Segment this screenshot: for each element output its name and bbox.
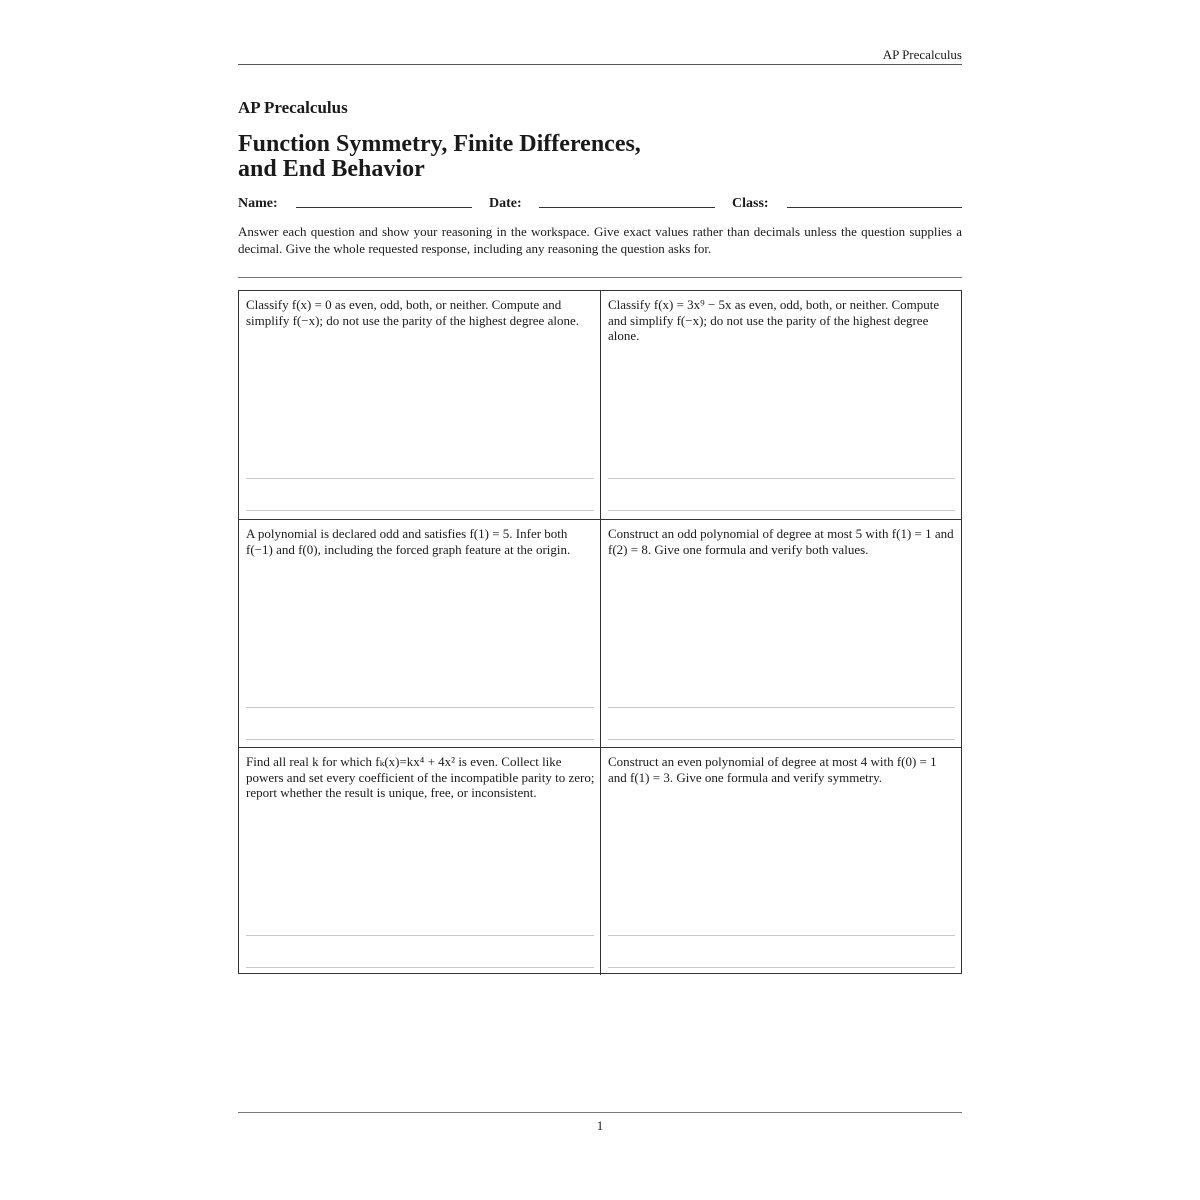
- question-text-1: Classify f(x) = 0 as even, odd, both, or neither. Compute and simplify f(−x); do not use the parity of the highest degree alone.: [246, 297, 579, 328]
- question-grid: [238, 290, 962, 974]
- answer-line[interactable]: [608, 478, 955, 479]
- running-header-course: AP Precalculus: [882, 47, 962, 62]
- date-label: Date:: [489, 196, 522, 211]
- question-text-3: A polynomial is declared odd and satisfies f(1) = 5. Infer both f(−1) and f(0), including the forced graph feature at the origin.: [246, 526, 571, 557]
- question-box-3: [239, 519, 601, 747]
- class-field[interactable]: [787, 207, 962, 208]
- answer-line[interactable]: [246, 935, 594, 936]
- question-text-4: Construct an odd polynomial of degree at most 5 with f(1) = 1 and f(2) = 8. Give one formula and verify both values.: [608, 526, 954, 557]
- answer-line[interactable]: [608, 935, 955, 936]
- answer-line[interactable]: [608, 510, 955, 511]
- question-text-6: Construct an even polynomial of degree at most 4 with f(0) = 1 and f(1) = 3. Give one formula and verify symmetry.: [608, 754, 937, 785]
- question-box-6: [600, 747, 962, 975]
- answer-line[interactable]: [246, 967, 594, 968]
- question-box-2: [600, 291, 962, 519]
- name-field[interactable]: [296, 207, 472, 208]
- page-number: 1: [596, 1118, 604, 1133]
- answer-line[interactable]: [246, 510, 594, 511]
- course-title: AP Precalculus: [238, 98, 348, 117]
- name-label: Name:: [238, 196, 278, 211]
- answer-line[interactable]: [608, 967, 955, 968]
- question-text-5: Find all real k for which fₖ(x)=kx⁴ + 4x² is even. Collect like powers and set every coefficient of the incompatible parity to zero; report whether the result is unique, free, or inconsistent.: [246, 754, 595, 800]
- class-label: Class:: [732, 196, 769, 211]
- worksheet-title: [238, 132, 838, 182]
- answer-line[interactable]: [246, 739, 594, 740]
- worksheet-title-line-1: Function Symmetry, Finite Differences,: [238, 131, 641, 157]
- answer-line[interactable]: [246, 707, 594, 708]
- footer-divider: [238, 1112, 962, 1113]
- question-box-4: [600, 519, 962, 747]
- answer-line[interactable]: [246, 478, 594, 479]
- instructions: Answer each question and show your reasoning in the workspace. Give exact values rather than decimals unless the question supplies a decimal. Give the whole requested response, including any reasoning the question asks for.: [238, 224, 962, 256]
- question-text-2: Classify f(x) = 3x⁹ − 5x as even, odd, both, or neither. Compute and simplify f(−x); do not use the parity of the highest degree alone.: [608, 297, 940, 343]
- header-divider: [238, 64, 962, 65]
- question-box-1: [239, 291, 601, 519]
- date-field[interactable]: [539, 207, 715, 208]
- worksheet-title-line-2: and End Behavior: [238, 156, 425, 182]
- answer-line[interactable]: [608, 707, 955, 708]
- instructions-divider: [238, 277, 962, 278]
- question-box-5: [239, 747, 601, 975]
- answer-line[interactable]: [608, 739, 955, 740]
